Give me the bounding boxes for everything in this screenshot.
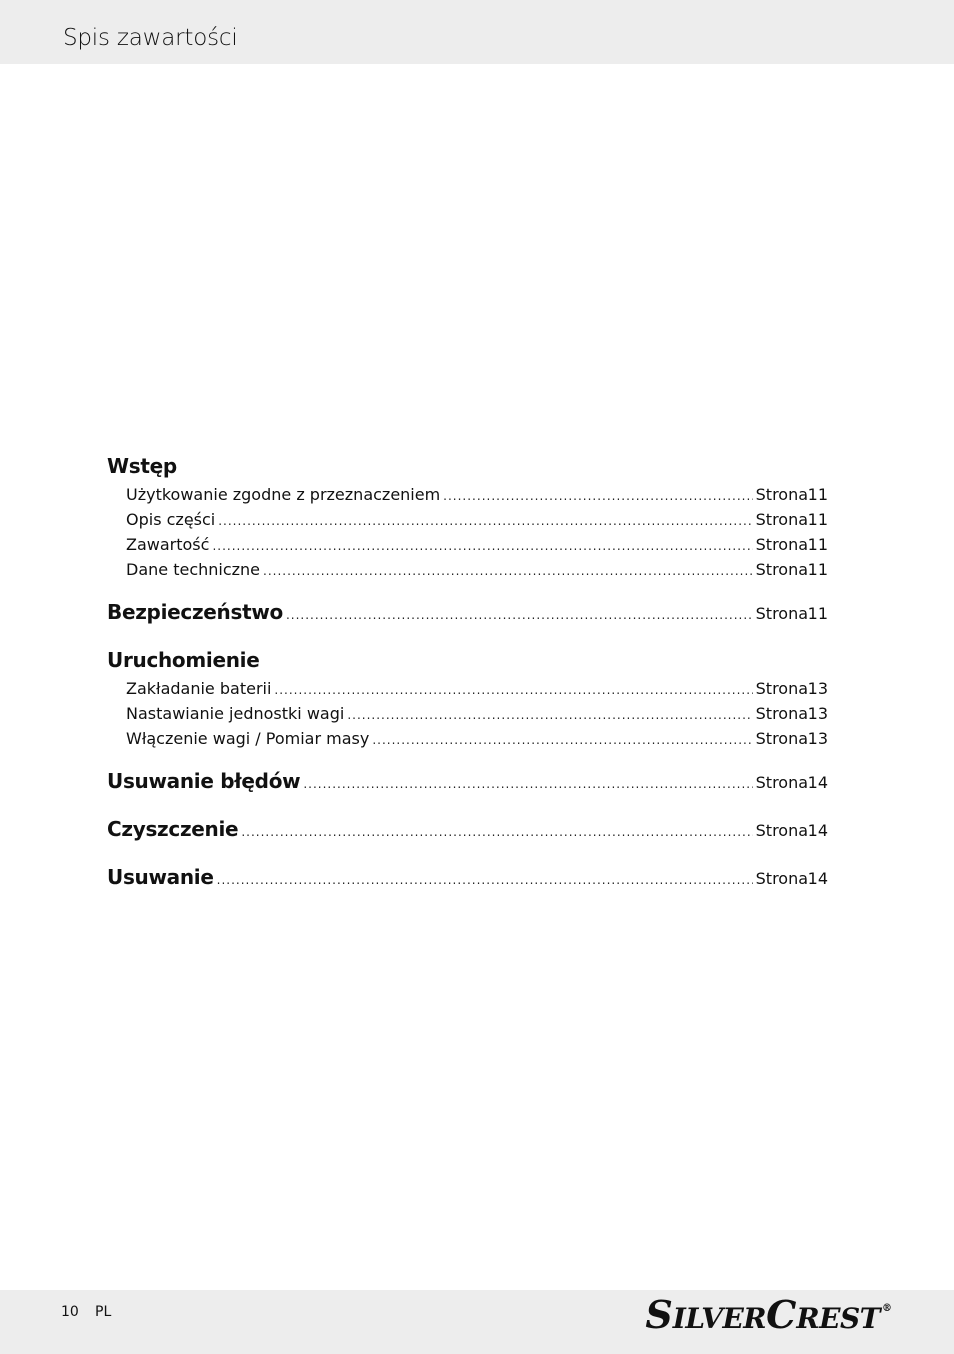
toc-page-word: Strona bbox=[755, 773, 809, 792]
toc-section-title: Uruchomienie bbox=[107, 648, 260, 672]
toc-entry-label: Zawartość bbox=[126, 535, 210, 554]
toc-page-word: Strona bbox=[755, 821, 809, 840]
toc-entry-label: Użytkowanie zgodne z przeznaczeniem bbox=[126, 485, 441, 504]
toc-section-title: Bezpieczeństwo bbox=[107, 600, 283, 624]
silvercrest-logo bbox=[645, 1293, 892, 1337]
registered-mark-icon: ® bbox=[882, 1303, 892, 1314]
toc-leader-dots bbox=[218, 509, 752, 534]
toc-page-word: Strona bbox=[755, 604, 809, 623]
toc-page-number: 13 bbox=[807, 704, 828, 723]
toc-page-word: Strona bbox=[755, 704, 809, 723]
toc-leader-dots bbox=[286, 597, 753, 633]
toc-entry-main[interactable] bbox=[107, 811, 828, 847]
toc-page-word: Strona bbox=[755, 485, 809, 504]
toc-entry-label: Włączenie wagi / Pomiar masy bbox=[126, 729, 370, 748]
toc-entry[interactable] bbox=[107, 701, 828, 726]
toc-leader-dots bbox=[303, 766, 752, 802]
toc-section-bezpieczenstwo bbox=[107, 594, 828, 630]
logo-text-rest: REST bbox=[796, 1302, 880, 1335]
toc-page-word: Strona bbox=[755, 869, 809, 888]
logo-letter-c: C bbox=[766, 1292, 797, 1337]
toc-section-title: Usuwanie bbox=[107, 865, 214, 889]
page-footer bbox=[0, 1290, 954, 1354]
toc-entry[interactable] bbox=[107, 532, 828, 557]
footer-language: PL bbox=[95, 1304, 112, 1320]
toc-page-number: 11 bbox=[807, 604, 828, 623]
toc-section-wstep bbox=[107, 450, 828, 582]
toc-page-number: 13 bbox=[807, 679, 828, 698]
toc-entry-main[interactable] bbox=[107, 763, 828, 799]
toc-section-uruchomienie bbox=[107, 644, 828, 751]
page-title: Spis zawartości bbox=[63, 25, 238, 51]
toc-page-word: Strona bbox=[755, 729, 809, 748]
toc-page-word: Strona bbox=[755, 510, 809, 529]
toc-entry[interactable] bbox=[107, 557, 828, 582]
toc-page-word: Strona bbox=[755, 535, 809, 554]
toc-page-number: 14 bbox=[807, 869, 828, 888]
toc-entry[interactable] bbox=[107, 507, 828, 532]
toc-entry-label: Nastawianie jednostki wagi bbox=[126, 704, 345, 723]
toc-section-title: Czyszczenie bbox=[107, 817, 239, 841]
toc-leader-dots bbox=[443, 484, 752, 509]
toc-section-title: Wstęp bbox=[107, 454, 177, 478]
toc-page-number: 11 bbox=[807, 510, 828, 529]
toc-page-number: 14 bbox=[807, 821, 828, 840]
toc-page-number: 13 bbox=[807, 729, 828, 748]
toc-entry[interactable] bbox=[107, 726, 828, 751]
toc-entry[interactable] bbox=[107, 482, 828, 507]
toc-page-word: Strona bbox=[755, 560, 809, 579]
toc-leader-dots bbox=[263, 559, 753, 584]
toc-entry-label: Dane techniczne bbox=[126, 560, 261, 579]
toc-leader-dots bbox=[274, 678, 752, 703]
toc-entry-label: Zakładanie baterii bbox=[126, 679, 272, 698]
toc-page-number: 11 bbox=[807, 485, 828, 504]
toc-entry-label: Opis części bbox=[126, 510, 216, 529]
toc-leader-dots bbox=[241, 814, 752, 850]
table-of-contents bbox=[107, 450, 828, 909]
toc-section-czyszczenie bbox=[107, 811, 828, 847]
toc-entry[interactable] bbox=[107, 676, 828, 701]
toc-leader-dots bbox=[372, 728, 752, 753]
toc-section-title: Usuwanie błędów bbox=[107, 769, 301, 793]
toc-page-number: 14 bbox=[807, 773, 828, 792]
toc-leader-dots bbox=[347, 703, 752, 728]
toc-section-usuwanie bbox=[107, 859, 828, 895]
toc-page-word: Strona bbox=[755, 679, 809, 698]
toc-section-usuwanie-bledow bbox=[107, 763, 828, 799]
toc-page-number: 11 bbox=[807, 535, 828, 554]
toc-leader-dots bbox=[212, 534, 752, 559]
toc-entry-main[interactable] bbox=[107, 594, 828, 630]
logo-letter-s: S bbox=[645, 1292, 673, 1337]
toc-entry-main[interactable] bbox=[107, 859, 828, 895]
logo-text-ilver: ILVER bbox=[672, 1302, 767, 1335]
page-header bbox=[0, 0, 954, 64]
toc-page-number: 11 bbox=[807, 560, 828, 579]
footer-page-number: 10 bbox=[61, 1304, 79, 1320]
toc-leader-dots bbox=[217, 862, 753, 898]
